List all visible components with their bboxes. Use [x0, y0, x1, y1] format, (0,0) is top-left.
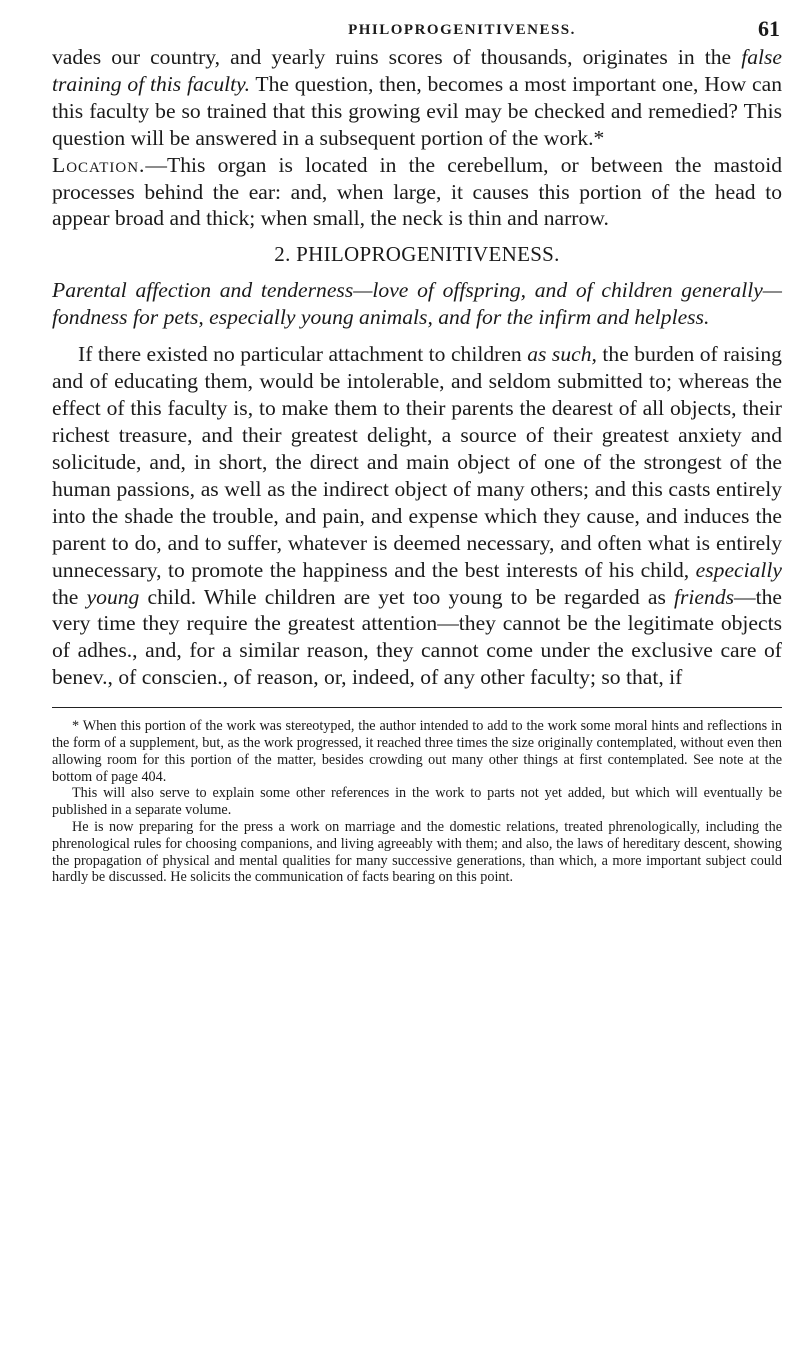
footnote-3: He is now preparing for the press a work on marriage and the domestic relations, treated phrenologically, including the phrenological rules for choosing companions, and living agreeably with them; and also, the laws of hereditary descent, showing the propagation of physical and mental qualities for many successive generations, than which, a more important subject could hardly be discussed. He solicits the communication of facts bearing on this point.: [52, 818, 782, 886]
location-text: —This organ is located in the cerebellum, or between the mastoid processes behind the ear: and, when large, it causes this portion of the head to appear broad and thick; when small, the neck is thin and narrow.: [52, 152, 782, 231]
book-page: [52, 14, 782, 886]
running-head: [52, 14, 782, 44]
main-text-2: the burden of raising and of educating them, would be intolerable, and seldom submitted to; whereas the effect of this faculty is, to make them to their parents the dearest of all objects, their richest treasure, and their greatest delight, a source of their greatest anxiety and solicitude, and, in short, the direct and main object of one of the strongest of the human passions, as well as the indirect object of many others; and this casts entirely into the shade the trouble, and pain, and expense which they cause, and induces the parent to do, and to suffer, whatever is deemed necessary, and often what is entirely unnecessary, to promote the happiness and the best interests of his child,: [52, 342, 782, 582]
opening-text: vades our country, and yearly ruins scores of thousands, originates in the: [52, 45, 732, 69]
section-heading: 2. PHILOPROGENITIVENESS.: [274, 242, 560, 267]
main-text-1: If there existed no particular attachment to children: [78, 342, 522, 367]
main-emphasis-2: especially: [695, 557, 782, 582]
footnote-1: * When this portion of the work was stereotyped, the author intended to add to the work some moral hints and reflections in the form of a supplement, but, as the work progressed, it reached three times the size originally contemplated, without even then allowing room for this portion of the matter, besides crowding out many other things at first contemplated. See note at the bottom of page 404.: [52, 718, 782, 785]
main-emphasis-4: friends: [674, 584, 735, 609]
footnote-2: This will also serve to explain some other references in the work to parts not yet added, but which will eventually be published in a separate volume.: [52, 785, 782, 819]
main-text-5: —the very time they require the greatest attention—they cannot be the legitimate objects of adhes., and, for a similar reason, they cannot come under the exclusive care of benev., of conscien., of reason, or, indeed, of any other faculty; so that, if: [52, 584, 782, 690]
opening-continuation: The question, then, becomes a most important one, How can this faculty be so trained that this growing evil may be checked and remedied? This question will be answered in a subsequent portion of the work.*: [52, 71, 783, 150]
footnote-rule: [52, 707, 782, 708]
main-emphasis-1: as such,: [527, 342, 597, 367]
main-emphasis-3: young: [86, 584, 140, 609]
footnotes: [52, 718, 782, 886]
section-subtitle: Parental affection and tenderness—love of offspring, and of children generally—fondness for pets, especially young animals, and for the infirm and helpless.: [52, 278, 782, 330]
page-number: 61: [758, 16, 780, 41]
running-title: PHILOPROGENITIVENESS.: [348, 22, 576, 38]
opening-paragraph: [52, 44, 782, 232]
opening-emphasis: false training of this faculty.: [52, 45, 782, 96]
location-label: Location.: [52, 152, 146, 177]
main-text-4: child. While children are yet too young to be regarded as: [147, 584, 666, 609]
main-paragraph: [52, 341, 782, 691]
main-text-3: the: [52, 584, 79, 609]
